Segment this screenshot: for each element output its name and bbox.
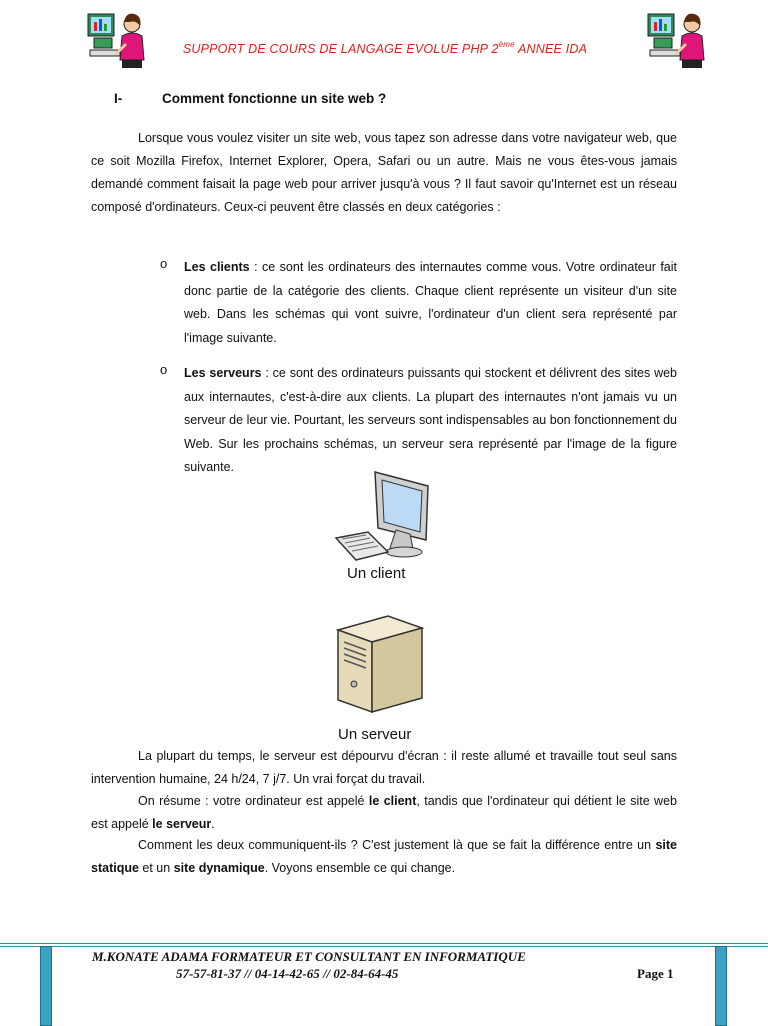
section-number: I- bbox=[114, 91, 123, 106]
section-heading bbox=[114, 91, 386, 106]
client-computer-icon bbox=[330, 468, 440, 568]
footer-author: M.KONATE ADAMA FORMATEUR ET CONSULTANT EN INFORMATIQUE bbox=[92, 949, 526, 964]
woman-at-computer-icon bbox=[646, 10, 710, 72]
bullet-servers: Les serveurs : ce sont des ordinateurs puissants qui stockent et délivrent des sites web aux internautes, c'est-à-dire aux clients. La plupart des internautes n'ont jamais vu un serveur de leur vie. Pourtant, les serveurs sont indispensables au bon fonctionnement du Web. Sur les prochains schémas, un serveur sera représenté par l'image de la figure suivante. bbox=[184, 366, 678, 474]
footer-divider bbox=[0, 946, 768, 947]
section-title: Comment fonctionne un site web ? bbox=[162, 91, 387, 106]
footer-right-bar bbox=[715, 946, 727, 1026]
bullet-clients: Les clients : ce sont les ordinateurs des internautes comme vous. Votre ordinateur fait donc partie de la catégorie des clients. Chaque client représente un visiteur d'un site web. Dans les schémas qui vont suivre, l'ordinateur d'un client sera représenté par l'image suivante. bbox=[184, 260, 677, 345]
page-number: Page 1 bbox=[637, 966, 674, 981]
server-tower-icon bbox=[330, 612, 430, 714]
footer-divider bbox=[0, 943, 768, 944]
paragraph-summary: On résume : votre ordinateur est appelé le client, tandis que l'ordinateur qui détient le site web est appelé le serveur. bbox=[91, 794, 677, 831]
client-caption: Un client bbox=[347, 565, 406, 582]
bullet-marker: o bbox=[160, 256, 168, 271]
woman-at-computer-icon bbox=[86, 10, 150, 72]
bullet-marker: o bbox=[160, 362, 168, 377]
header-title: SUPPORT DE COURS DE LANGAGE EVOLUE PHP 2ème ANNEE IDA bbox=[182, 40, 588, 56]
intro-paragraph: Lorsque vous voulez visiter un site web, vous tapez son adresse dans votre navigateur web, que ce soit Mozilla Firefox, Internet Explorer, Opera, Safari ou un autre. Mais ne vous êtes-vous jamais demandé comment faisait la page web pour arriver jusqu'à vous ? Il faut savoir qu'Internet est un réseau composé d'ordinateurs. Ceux-ci peuvent être classés en deux catégories : bbox=[91, 131, 677, 214]
server-caption: Un serveur bbox=[338, 726, 412, 743]
footer-left-bar bbox=[40, 946, 52, 1026]
paragraph-server-no-screen: La plupart du temps, le serveur est dépourvu d'écran : il reste allumé et travaille tout seul sans intervention humaine, 24 h/24, 7 j/7. Un vrai forçat du travail. bbox=[91, 749, 677, 786]
paragraph-communication: Comment les deux communiquent-ils ? C'est justement là que se fait la différence entre un site statique et un site dynamique. Voyons ensemble ce qui change. bbox=[91, 838, 677, 875]
footer-phones: 57-57-81-37 // 04-14-42-65 // 02-84-64-45 bbox=[176, 966, 399, 981]
